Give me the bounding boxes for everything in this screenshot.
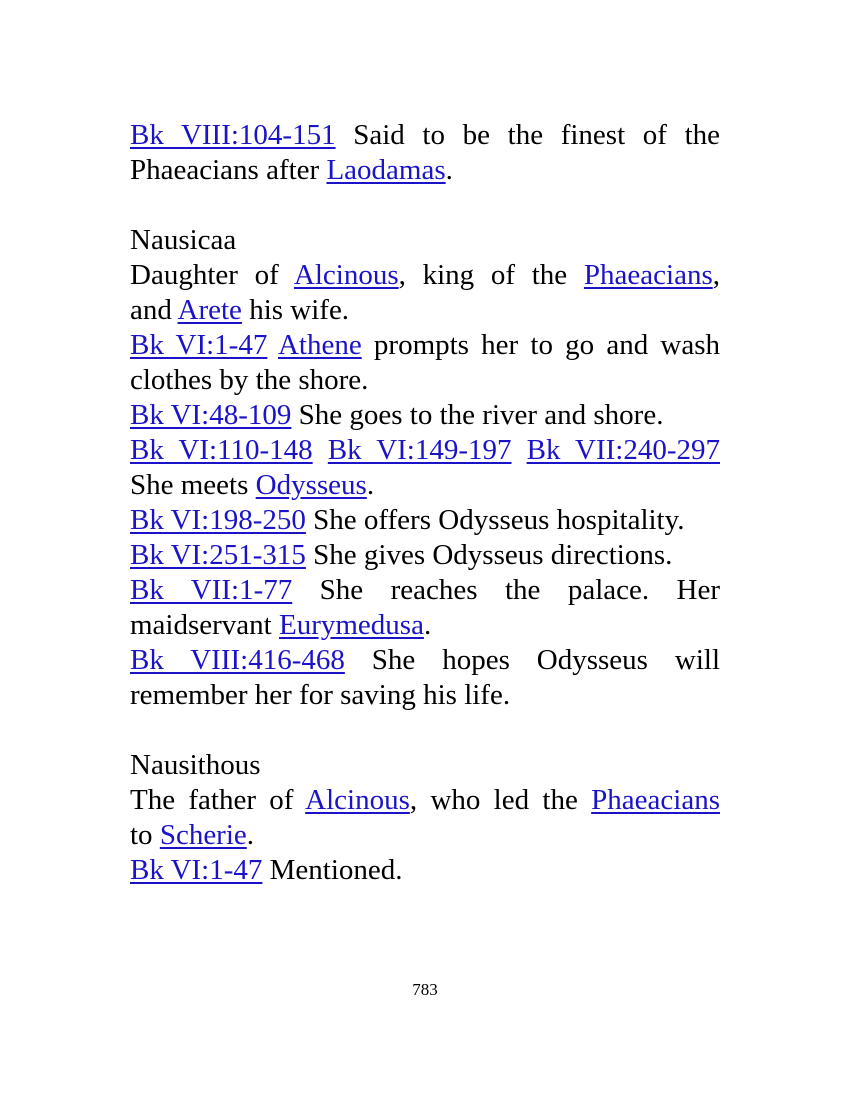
text-run: maidservant	[130, 609, 272, 641]
text-line: remember her for saving his life.	[130, 679, 511, 711]
text-run: prompts her to go and wash	[373, 329, 721, 361]
link-laodamas[interactable]: Laodamas	[326, 154, 446, 186]
link-scherie[interactable]: Scherie	[159, 819, 247, 851]
link-bk-vi-48-109[interactable]: Bk VI:48-109	[130, 399, 292, 431]
text-run: , king of the	[398, 259, 568, 291]
page-number: 783	[412, 980, 438, 999]
text-run: Said to be the finest of the	[353, 119, 720, 151]
text-line	[130, 118, 720, 153]
text-line	[130, 503, 720, 538]
text-run: She hopes Odysseus will	[371, 644, 720, 676]
text-line	[130, 293, 720, 328]
link-arete[interactable]: Arete	[177, 294, 242, 326]
text-run: She reaches the palace. Her	[319, 574, 721, 606]
text-run: ,	[712, 259, 720, 291]
text-line	[130, 643, 720, 678]
text-line	[130, 433, 720, 468]
text-line	[130, 818, 720, 853]
text-run: Mentioned.	[269, 854, 403, 886]
link-phaeacians[interactable]: Phaeacians	[583, 259, 713, 291]
text-run: .	[445, 154, 453, 186]
link-eurymedusa[interactable]: Eurymedusa	[278, 609, 424, 641]
text-run: Phaeacians after	[130, 154, 320, 186]
text-run: She goes to the river and shore.	[298, 399, 664, 431]
spacer	[130, 713, 720, 748]
text-run: The father of	[130, 784, 294, 816]
link-bk-vi-198-250[interactable]: Bk VI:198-250	[130, 504, 306, 536]
link-phaeacians[interactable]: Phaeacians	[591, 784, 721, 816]
link-odysseus[interactable]: Odysseus	[255, 469, 367, 501]
link-bk-viii-104-151[interactable]: Bk VIII:104-151	[130, 119, 336, 151]
link-athene[interactable]: Athene	[277, 329, 362, 361]
text-line	[130, 853, 720, 888]
text-line	[130, 783, 720, 818]
text-run: to	[130, 819, 153, 851]
text-line	[130, 153, 720, 188]
link-bk-vi-110-148[interactable]: Bk VI:110-148	[130, 434, 313, 466]
text-run: .	[366, 469, 375, 501]
text-run: .	[423, 609, 432, 641]
link-bk-viii-416-468[interactable]: Bk VIII:416-468	[130, 644, 345, 676]
text-line	[130, 328, 720, 363]
text-line	[130, 573, 720, 608]
text-run: and	[130, 294, 172, 326]
spacer	[130, 188, 720, 223]
text-run: She meets	[130, 469, 249, 501]
text-run: She gives Odysseus directions.	[313, 539, 673, 571]
text-line	[130, 608, 720, 643]
link-bk-vi-149-197[interactable]: Bk VI:149-197	[327, 434, 512, 466]
text-run: She offers Odysseus hospitality.	[313, 504, 685, 536]
text-run: Daughter of	[130, 259, 279, 291]
text-run: , who led the	[409, 784, 578, 816]
link-alcinous[interactable]: Alcinous	[293, 259, 399, 291]
text-run: his wife.	[249, 294, 350, 326]
link-bk-vi-1-47[interactable]: Bk VI:1-47	[130, 854, 263, 886]
link-bk-vi-1-47[interactable]: Bk VI:1-47	[130, 329, 268, 361]
text-line: clothes by the shore.	[130, 364, 369, 396]
text-line	[130, 398, 720, 433]
text-run: .	[246, 819, 255, 851]
entry-heading-nausithous: Nausithous	[130, 749, 261, 781]
link-bk-vii-240-297[interactable]: Bk VII:240-297	[526, 434, 721, 466]
link-bk-vi-251-315[interactable]: Bk VI:251-315	[130, 539, 306, 571]
entry-heading-nausicaa: Nausicaa	[130, 224, 237, 256]
text-line	[130, 468, 720, 503]
link-bk-vii-1-77[interactable]: Bk VII:1-77	[130, 574, 293, 606]
link-alcinous[interactable]: Alcinous	[305, 784, 410, 816]
text-line	[130, 258, 720, 293]
text-line	[130, 538, 720, 573]
page-text	[130, 118, 720, 888]
